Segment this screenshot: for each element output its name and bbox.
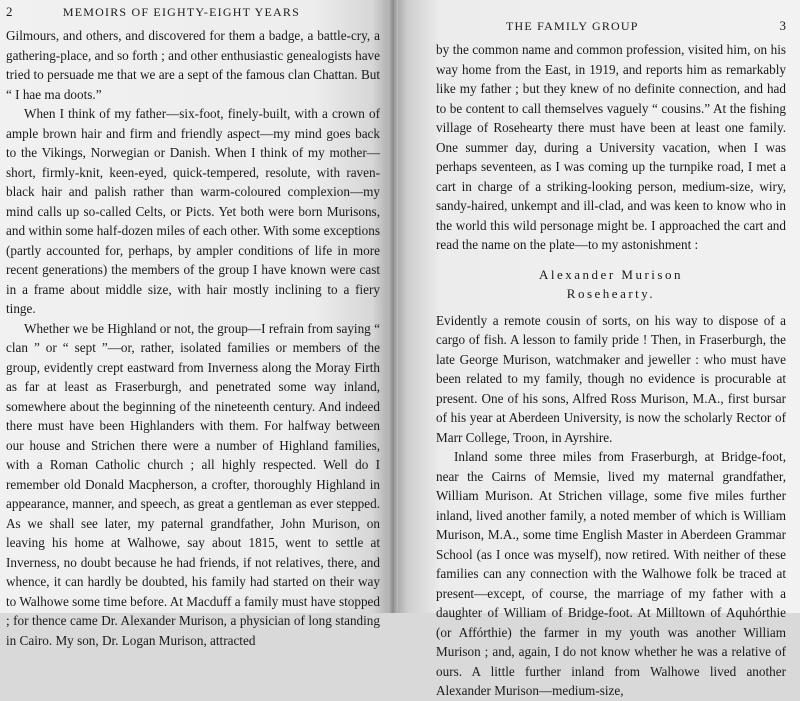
right-running-title: THE FAMILY GROUP bbox=[506, 19, 639, 33]
right-page-number: 3 bbox=[779, 18, 786, 33]
right-running-head bbox=[436, 18, 786, 34]
right-paragraph-2: Evidently a remote cousin of sorts, on his way to dispose of a cargo of fish. A lesson to family pride ! Then, in Fraserburgh, the late George Murison, watchmaker and jeweller : who must have been related to my family, though no evidence is procurable at present. One of his sons, Alfred Ross Murison, M.A., first bursar of his year at Aberdeen University, is now the scholarly Rector of Marr College, Troon, in Ayrshire. bbox=[436, 312, 786, 445]
left-paragraph-1: Gilmours, and others, and discovered for them a badge, a battle-cry, a gathering-place, and so forth ; and other enthusiastic genealogists have tried to persuade me that we are a sept of the famous clan Chattan. But “ I hae ma doots.” bbox=[6, 28, 380, 102]
left-running-title: MEMOIRS OF EIGHTY-EIGHT YEARS bbox=[62, 5, 300, 19]
left-paragraph-2: When I think of my father—six-foot, finely-built, with a crown of ample brown hair and firm and friendly aspect—my mind goes back to the Vikings, Norwegian or Danish. When I think of my mother—short, firmly-knit, keen-eyed, quick-tempered, resolute, with raven-black hair and palish rather than warm-coloured complexion—my mind calls up so-called Celts, or Picts. Yet both were born Murisons, and within some half-dozen miles of each other. With some exceptions (partly accounted for, perhaps, by ampler conditions of life in more recent generations) the members of the group I have known were cast in a frame about middle size, with hair mostly inclining to a fiery tinge. bbox=[6, 106, 380, 316]
left-paragraph-3: Whether we be Highland or not, the group—I refrain from saying “ clan ” or “ sept ”—or, rather, isolated families or members of the group, evidently crept eastward from Inverness along the Moray Firth as far at least as Fraserburgh, and penetrated some way inland, somewhere about the beginning of the nineteenth century. And indeed there must have been Highlanders with them. For halfway between our house and Strichen there were a number of Highland families, with a Roman Catholic church ; all highly respected. Well do I remember old Donald Macpherson, a crofter, thoroughly Highland in appearance, manner, and speech, as great a gentleman as ever stepped. As we shall see later, my paternal grandfather, John Murison, on leaving his home at Walhowe, say about 1815, went to settle at Inverness, no doubt because he had friends, if not relatives, there, and whence, it can hardly be doubted, his family had started on their way to Walhowe some time before. At Macduff a family must have stopped ; for thence came Dr. Alexander Murison, a physician of long standing in Cairo. My son, Dr. Logan Murison, attracted bbox=[6, 320, 380, 648]
name-plate bbox=[436, 265, 786, 303]
right-paragraph-3: Inland some three miles from Fraserburgh, at Bridge-foot, near the Cairns of Memsie, lived my maternal grandfather, William Murison. At Strichen village, some five miles further inland, lived another family, a noted member of which is William Murison, M.A., some time English Master in Aberdeen Grammar School (as I once was myself), now retired. With neither of these families can any connection with the Walhowe folk be traced at present—except, of course, the marriage of my father with a daughter of William of Bridge-foot. At Milltown of Aquhórthie (or Affórthie) the farmer in my youth was another William Murison ; and, again, I do not know whether he was a relative of ours. A little further inland from Walhowe lived another Alexander Murison—medium-size, bbox=[436, 449, 786, 698]
left-page-number: 2 bbox=[6, 4, 13, 19]
left-page bbox=[0, 0, 392, 648]
left-running-head bbox=[6, 4, 380, 20]
book-gutter bbox=[388, 0, 398, 613]
plate-place: Rosehearty. bbox=[566, 285, 656, 301]
right-page bbox=[392, 0, 800, 698]
right-paragraph-1: by the common name and common profession, visited him, on his way home from the East, in 1919, and reports him as remarkably like my father ; but they knew of no definite connection, and had to be content to call themselves vaguely “ cousins.” At the fishing village of Rosehearty there must have been at least one family. One summer day, during a University vacation, when I was perhaps seventeen, as I was coming up the turnpike road, I met a cart in charge of a striking-looking person, medium-size, wiry, sandy-haired, unkempt and ill-clad, and was keen to know who in the world this wild personage might be. I approached the cart and read the name on the plate—to my astonishment : bbox=[436, 42, 786, 252]
plate-name: Alexander Murison bbox=[539, 266, 683, 282]
